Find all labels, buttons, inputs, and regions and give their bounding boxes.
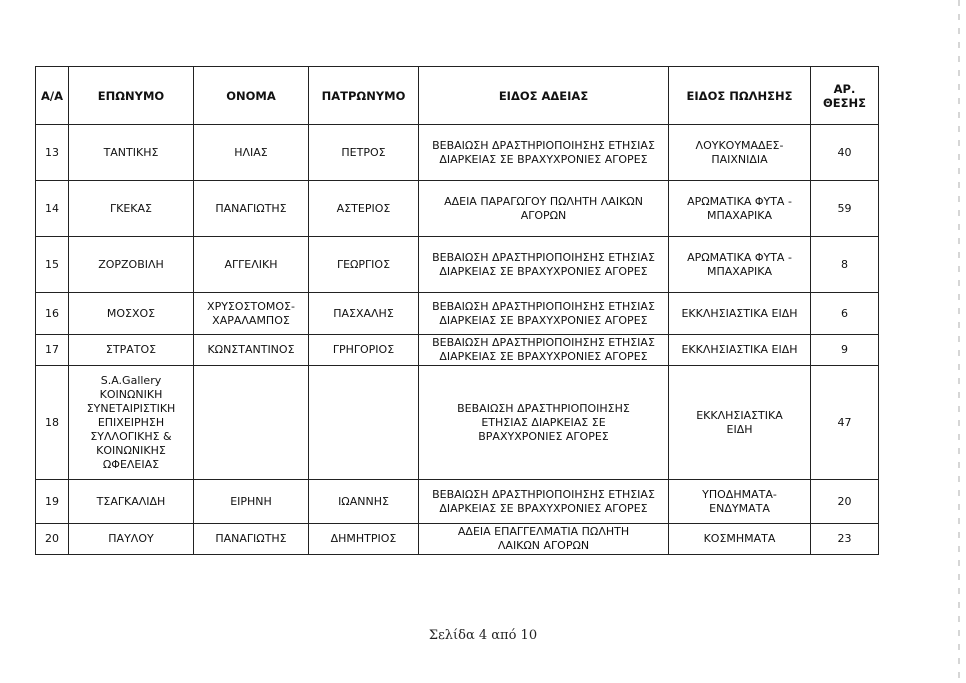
header-patronymic: ΠΑΤΡΩΝΥΜΟ (309, 67, 419, 125)
cell-name: ΧΡΥΣΟΣΤΟΜΟΣ-ΧΑΡΑΛΑΜΠΟΣ (194, 293, 309, 335)
cell-sale-type: ΕΚΚΛΗΣΙΑΣΤΙΚΑ ΕΙΔΗ (669, 335, 811, 366)
cell-surname: S.A.Gallery ΚΟΙΝΩΝΙΚΗ ΣΥΝΕΤΑΙΡΙΣΤΙΚΗ ΕΠΙΧΕΙΡΗΣΗ ΣΥΛΛΟΓΙΚΗΣ & ΚΟΙΝΩΝΙΚΗΣ ΩΦΕΛΕΙΑΣ (69, 366, 194, 480)
cell-position: 20 (811, 480, 879, 524)
cell-patronymic (309, 366, 419, 480)
header-license-type: ΕΙΔΟΣ ΑΔΕΙΑΣ (419, 67, 669, 125)
cell-license: ΒΕΒΑΙΩΣΗ ΔΡΑΣΤΗΡΙΟΠΟΙΗΣΗΣ ΕΤΗΣΙΑΣ ΔΙΑΡΚΕΙΑΣ ΣΕ ΒΡΑΧΥΧΡΟΝΙΕΣ ΑΓΟΡΕΣ (419, 366, 669, 480)
table-row (36, 480, 879, 524)
cell-license: ΒΕΒΑΙΩΣΗ ΔΡΑΣΤΗΡΙΟΠΟΙΗΣΗΣ ΕΤΗΣΙΑΣ ΔΙΑΡΚΕΙΑΣ ΣΕ ΒΡΑΧΥΧΡΟΝΙΕΣ ΑΓΟΡΕΣ (419, 335, 669, 366)
page-number-footer: Σελίδα 4 από 10 (428, 628, 538, 643)
cell-patronymic: ΠΑΣΧΑΛΗΣ (309, 293, 419, 335)
cell-license: ΒΕΒΑΙΩΣΗ ΔΡΑΣΤΗΡΙΟΠΟΙΗΣΗΣ ΕΤΗΣΙΑΣ ΔΙΑΡΚΕΙΑΣ ΣΕ ΒΡΑΧΥΧΡΟΝΙΕΣ ΑΓΟΡΕΣ (419, 237, 669, 293)
cell-license: ΒΕΒΑΙΩΣΗ ΔΡΑΣΤΗΡΙΟΠΟΙΗΣΗΣ ΕΤΗΣΙΑΣ ΔΙΑΡΚΕΙΑΣ ΣΕ ΒΡΑΧΥΧΡΟΝΙΕΣ ΑΓΟΡΕΣ (419, 480, 669, 524)
cell-sale-type: ΚΟΣΜΗΜΑΤΑ (669, 524, 811, 555)
cell-sale-type: ΛΟΥΚΟΥΜΑΔΕΣ-ΠΑΙΧΝΙΔΙΑ (669, 125, 811, 181)
cell-sale-type: ΕΚΚΛΗΣΙΑΣΤΙΚΑ ΕΙΔΗ (669, 293, 811, 335)
cell-sale-type: ΑΡΩΜΑΤΙΚΑ ΦΥΤΑ - ΜΠΑΧΑΡΙΚΑ (669, 181, 811, 237)
cell-surname: ΤΣΑΓΚΑΛΙΔΗ (69, 480, 194, 524)
cell-name: ΕΙΡΗΝΗ (194, 480, 309, 524)
cell-position: 23 (811, 524, 879, 555)
cell-aa: 19 (36, 480, 69, 524)
cell-license: ΑΔΕΙΑ ΕΠΑΓΓΕΛΜΑΤΙΑ ΠΩΛΗΤΗ ΛΑΙΚΩΝ ΑΓΟΡΩΝ (419, 524, 669, 555)
cell-name: ΠΑΝΑΓΙΩΤΗΣ (194, 524, 309, 555)
cell-patronymic: ΔΗΜΗΤΡΙΟΣ (309, 524, 419, 555)
cell-sale-type: ΕΚΚΛΗΣΙΑΣΤΙΚΑ ΕΙΔΗ (669, 366, 811, 480)
table-header-row (36, 67, 879, 125)
cell-name (194, 366, 309, 480)
table-row (36, 524, 879, 555)
cell-aa: 20 (36, 524, 69, 555)
cell-position: 47 (811, 366, 879, 480)
cell-name: ΚΩΝΣΤΑΝΤΙΝΟΣ (194, 335, 309, 366)
scan-edge-marks (958, 0, 960, 683)
header-surname: ΕΠΩΝΥΜΟ (69, 67, 194, 125)
cell-license: ΑΔΕΙΑ ΠΑΡΑΓΩΓΟΥ ΠΩΛΗΤΗ ΛΑΙΚΩΝ ΑΓΟΡΩΝ (419, 181, 669, 237)
header-sale-type: ΕΙΔΟΣ ΠΩΛΗΣΗΣ (669, 67, 811, 125)
cell-patronymic: ΠΕΤΡΟΣ (309, 125, 419, 181)
cell-license: ΒΕΒΑΙΩΣΗ ΔΡΑΣΤΗΡΙΟΠΟΙΗΣΗΣ ΕΤΗΣΙΑΣ ΔΙΑΡΚΕΙΑΣ ΣΕ ΒΡΑΧΥΧΡΟΝΙΕΣ ΑΓΟΡΕΣ (419, 293, 669, 335)
cell-name: ΑΓΓΕΛΙΚΗ (194, 237, 309, 293)
cell-patronymic: ΙΩΑΝΝΗΣ (309, 480, 419, 524)
cell-surname: ΜΟΣΧΟΣ (69, 293, 194, 335)
cell-license: ΒΕΒΑΙΩΣΗ ΔΡΑΣΤΗΡΙΟΠΟΙΗΣΗΣ ΕΤΗΣΙΑΣ ΔΙΑΡΚΕΙΑΣ ΣΕ ΒΡΑΧΥΧΡΟΝΙΕΣ ΑΓΟΡΕΣ (419, 125, 669, 181)
cell-aa: 18 (36, 366, 69, 480)
cell-surname: ΖΟΡΖΟΒΙΛΗ (69, 237, 194, 293)
cell-sale-type: ΥΠΟΔΗΜΑΤΑ-ΕΝΔΥΜΑΤΑ (669, 480, 811, 524)
cell-position: 59 (811, 181, 879, 237)
header-position-number: ΑΡ. ΘΕΣΗΣ (811, 67, 879, 125)
cell-patronymic: ΓΕΩΡΓΙΟΣ (309, 237, 419, 293)
cell-surname: ΓΚΕΚΑΣ (69, 181, 194, 237)
cell-name: ΠΑΝΑΓΙΩΤΗΣ (194, 181, 309, 237)
cell-patronymic: ΓΡΗΓΟΡΙΟΣ (309, 335, 419, 366)
cell-position: 8 (811, 237, 879, 293)
table-row (36, 125, 879, 181)
permit-holders-table (35, 66, 879, 555)
table-row (36, 366, 879, 480)
cell-surname: ΣΤΡΑΤΟΣ (69, 335, 194, 366)
cell-patronymic: ΑΣΤΕΡΙΟΣ (309, 181, 419, 237)
cell-aa: 15 (36, 237, 69, 293)
cell-aa: 17 (36, 335, 69, 366)
table-row (36, 335, 879, 366)
header-name: ΟΝΟΜΑ (194, 67, 309, 125)
cell-position: 6 (811, 293, 879, 335)
cell-aa: 14 (36, 181, 69, 237)
table-row (36, 293, 879, 335)
table-row (36, 237, 879, 293)
cell-surname: ΤΑΝΤΙΚΗΣ (69, 125, 194, 181)
cell-position: 9 (811, 335, 879, 366)
header-aa: Α/Α (36, 67, 69, 125)
cell-aa: 16 (36, 293, 69, 335)
cell-sale-type: ΑΡΩΜΑΤΙΚΑ ΦΥΤΑ - ΜΠΑΧΑΡΙΚΑ (669, 237, 811, 293)
cell-surname: ΠΑΥΛΟΥ (69, 524, 194, 555)
cell-position: 40 (811, 125, 879, 181)
table-row (36, 181, 879, 237)
cell-name: ΗΛΙΑΣ (194, 125, 309, 181)
cell-aa: 13 (36, 125, 69, 181)
